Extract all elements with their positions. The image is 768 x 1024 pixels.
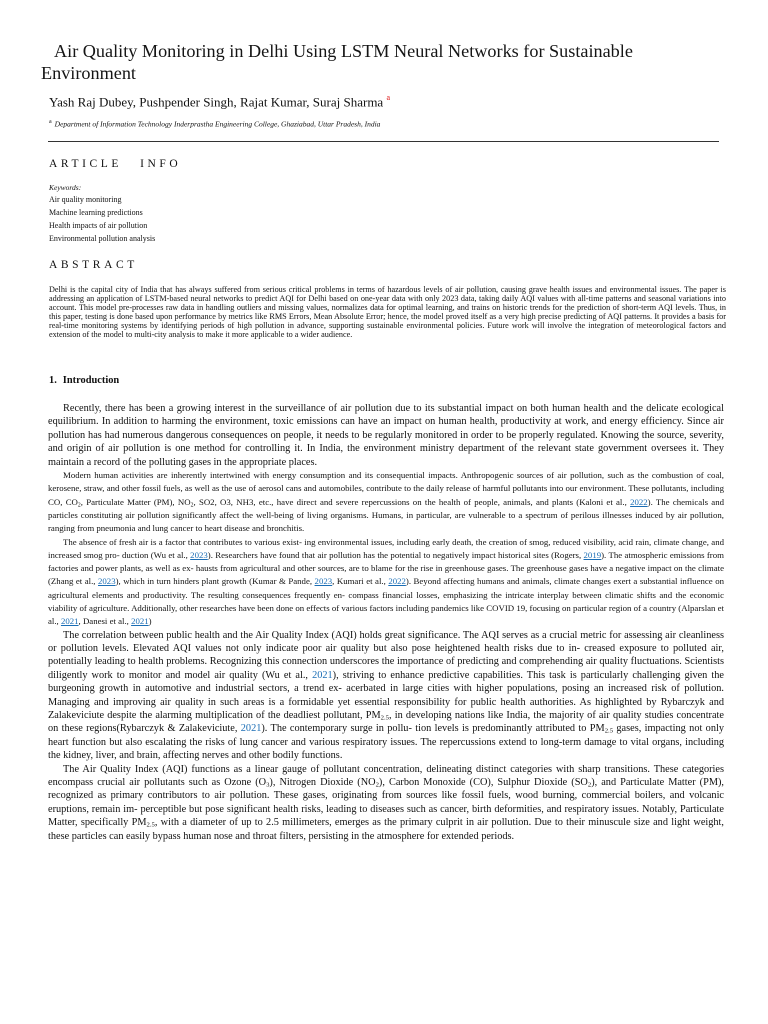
citation-link[interactable]: 2022 (388, 576, 406, 587)
paragraph-text: ). Researchers have found that air pollution has the potential to negatively impact historical sites (Rogers, (207, 549, 584, 560)
citation-link[interactable]: 2019 (583, 549, 602, 560)
paragraph-text: ). The chemicals and particles constituting air pollution significantly affect the well-being of living organisms. Humans, in particular, are vulnerable to a spectrum of perilous illnesses induced by air pollution, ranging from pneumonia and lung cancer to heart disease and bronchitis. (48, 496, 724, 534)
citation-link[interactable]: 2023 (98, 576, 116, 587)
subscript: 2.5 (380, 714, 389, 722)
citation-link[interactable]: 2022 (630, 496, 648, 507)
citation-link[interactable]: 2021 (131, 616, 149, 627)
section-number: 1. (49, 375, 57, 386)
subscript: 3 (266, 781, 270, 789)
paragraph-text: ) (148, 616, 152, 627)
paper-title (41, 40, 731, 84)
paragraph-text: ), and Particulate Matter (PM), recognized as primary contributors to air pollution. These gases, originating from sources like fossil fuels, wood burning, commercial boilers, and volcanic eruptions, remain im- perceptible but pose significant health risks, leading to diseases such as cancer, birth deformities, and respiratory issues. Notably, Particulate Matter, specifically PM (48, 777, 724, 829)
paragraph-text: , Danesi et al., (78, 616, 132, 627)
paragraph-text: Recently, there has been a growing interest in the surveillance of air pollution due to its substantial impact on both human health and the delicate ecological equilibrium. In addition to harming the environment, toxic emissions can have an impact on human health, productivity at work, and energy efficiency. Since air pollution has had numerous dangerous consequences on people, it needs to be regularly monitored in order to be properly regulated. Knowing the source, severity, and origin of air pollution is one method for controlling it. In India, the environment ministry department of the relevant state government oversees it. They maintain a record of the polluting gases in the appropriate places. (48, 403, 724, 468)
subscript: 2 (375, 781, 379, 789)
abstract-text: Delhi is the capital city of India that has always suffered from serious critical problems in terms of hazardous levels of air pollution, causing grave health issues and environmental issues. The paper is addressing an application of LSTM-based neural networks to predict AQI for Delhi based on one-year data with only 2023 data, taking daily AQI values with all-time patterns and seasonal variations into account. This model pre-processes raw data in handling outliers and missing values, normalizes data for optimal learning, and trains on historic trends for the prediction of short-term AQI levels. Thus, in this paper, testing is done based upon performance by metrics like RMS Errors, Mean Absolute Error; hence, the model proved itself as a very high precise predicting of AQI patterns. It provides a basis for real-time monitoring systems by identifying periods of high pollution in advance, supporting sustainable environmental policies. Future work will involve the integration of meteorological factors and extension of the model to multi-city analysis to make it more applicable to a wider audience. (49, 285, 726, 339)
citation-link[interactable]: 2021 (60, 616, 79, 627)
paragraph-text: ). Beyond affecting humans and animals, climate changes exert a substantial influence on agricultural elements and productivity. The resulting consequences frequently en- compass financial losses, emphasizing the intricate interplay between climatic shifts and the economic viability of agriculture. Additionally, other researches have been done on effects of various factors including pandemics like COVID 19, focusing on particular region of a country (Alparslan et al., (48, 576, 724, 627)
authors-text: Yash Raj Dubey, Pushpender Singh, Rajat Kumar, Suraj Sharma (49, 94, 384, 110)
paragraph-text: ), striving to enhance predictive capabilities. This task is particularly challenging given the burgeoning growth in automotive and industrial sectors, a trend ex- acerbated in large cities with higher populations, posing an increased risk of pollution. Managing and improving air quality in such areas is a formidable yet essential responsibility for public health authorities. As highlighted by Rybarczyk and Zalakeviciute despite the alarming multiplication of the deadliest pollutant, PM (48, 669, 724, 722)
keyword-item: Machine learning predictions (49, 208, 143, 217)
paragraph-text: , in developing nations like India, the majority of air quality studies concentrate on these regions(Rybarczyk & Zalakeviciute, (48, 710, 724, 735)
affiliation-mark: a (49, 119, 52, 125)
introduction-heading (49, 374, 119, 387)
paragraph-text: The absence of fresh air is a factor that contributes to various exist- ing environmental issues, including early death, the creation of smog, reduced visibility, acid rain, climate change, and increased smog pro- duction (Wu et al., (48, 536, 724, 560)
paragraph-text: gases, impacting not only heart function but also escalating the risks of lung cancer and various respiratory issues. The repercussions extend to long-term damage to vital organs, including the kidney, liver, and brain, affecting nerves and other bodily functions. (48, 723, 724, 762)
subscript: 2 (190, 502, 194, 509)
paragraph-text: Modern human activities are inherently intertwined with energy consumption and its consequential impacts. Anthropogenic sources of air pollution, such as the combustion of coal, kerosene, straw, and other fossil fuels, as well as the use of aerosol cans and automobiles, contribute to the daily release of harmful pollutants into our environment. These pollutants, including CO, CO (48, 470, 724, 507)
paragraph-text: ), Carbon Monoxide (CO), Sulphur Dioxide (SO (378, 777, 588, 789)
subscript: 2.5 (604, 728, 614, 736)
paragraph-text: ), which in turn hinders plant growth (Kumar & Pande, (115, 576, 315, 587)
paragraph-text: The correlation between public health and the Air Quality Index (AQI) holds great significance. The AQI serves as a crucial metric for assessing air cleanliness or pollution levels. Elevated AQI values not only indicate poor air quality but also pose heightened health risks due to in- creased exposure to polluted air, potentially leading to health problems. Recognizing this connection underscores the importance of predicting and comprehending air quality fluctuations. Scientists diligently work to monitor and model air quality (Wu et al., (48, 629, 724, 681)
paragraph (48, 763, 724, 843)
citation-link[interactable]: 2021 (312, 669, 333, 681)
paragraph-text: , with a diameter of up to 2.5 millimeters, emerges as the primary culprit in air pollution. Due to their minuscule size and light weight, these particles can easily bypass human nose and throat filters, persisting in the atmosphere for extended periods. (48, 817, 724, 842)
article-info-heading (49, 157, 181, 171)
keywords-label: Keywords: (49, 183, 82, 192)
author-affiliation-mark: a (386, 93, 391, 102)
paragraph-text: , Kumari et al., (332, 576, 389, 587)
citation-link[interactable]: 2023 (314, 576, 333, 587)
paragraph-text: , Particulate Matter (PM), NO (80, 496, 191, 507)
paragraph (48, 402, 724, 469)
citation-link[interactable]: 2021 (240, 723, 262, 735)
affiliation-text: Department of Information Technology Inderprastha Engineering College, Ghaziabad, Uttar Pradesh, India (54, 119, 381, 129)
author-list (49, 90, 390, 111)
affiliation (49, 117, 380, 130)
introduction-body (48, 402, 724, 843)
keyword-item: Environmental pollution analysis (49, 234, 156, 243)
abstract-heading: ABSTRACT (49, 259, 138, 271)
paragraph-text: ). The atmospheric emissions from factories and power plants, as well as ex- hausts from agricultural and other sources, are to blame for the rise in greenhouse gases. The greenhouse gases have a negative impact on the climate (Zhang et al., (48, 549, 724, 587)
subscript: 2 (587, 781, 592, 789)
citation-link[interactable]: 2023 (190, 549, 208, 560)
keyword-item: Health impacts of air pollution (49, 221, 148, 230)
paragraph (48, 629, 724, 763)
article-info-heading-b: INFO (140, 158, 182, 170)
paragraph-text: ), Nitrogen Dioxide (NO (269, 777, 376, 789)
subscript: 2.5 (146, 821, 155, 829)
article-info-heading-a: ARTICLE (49, 158, 123, 170)
paragraph (48, 469, 724, 535)
section-title: Introduction (62, 375, 120, 386)
header-divider (48, 141, 719, 142)
paragraph-text: , SO2, O3, NH3, etc., have direct and severe repercussions on the health of people, animals, and plants (Kaloni et al., (193, 496, 631, 507)
paragraph (48, 536, 724, 629)
paragraph-text: The Air Quality Index (AQI) functions as a linear gauge of pollutant concentration, delineating distinct categories with sharp transitions. These categories encompass crucial air pollutants such as Ozone (O (48, 763, 724, 789)
subscript: 2 (77, 502, 81, 509)
paper-title-text: Air Quality Monitoring in Delhi Using LSTM Neural Networks for Sustainable Environment (41, 41, 633, 83)
keywords-list (49, 193, 155, 245)
keyword-item: Air quality monitoring (49, 195, 122, 204)
paragraph-text: ). The contemporary surge in pollu- tion levels is predominantly attributed to PM (261, 723, 605, 735)
